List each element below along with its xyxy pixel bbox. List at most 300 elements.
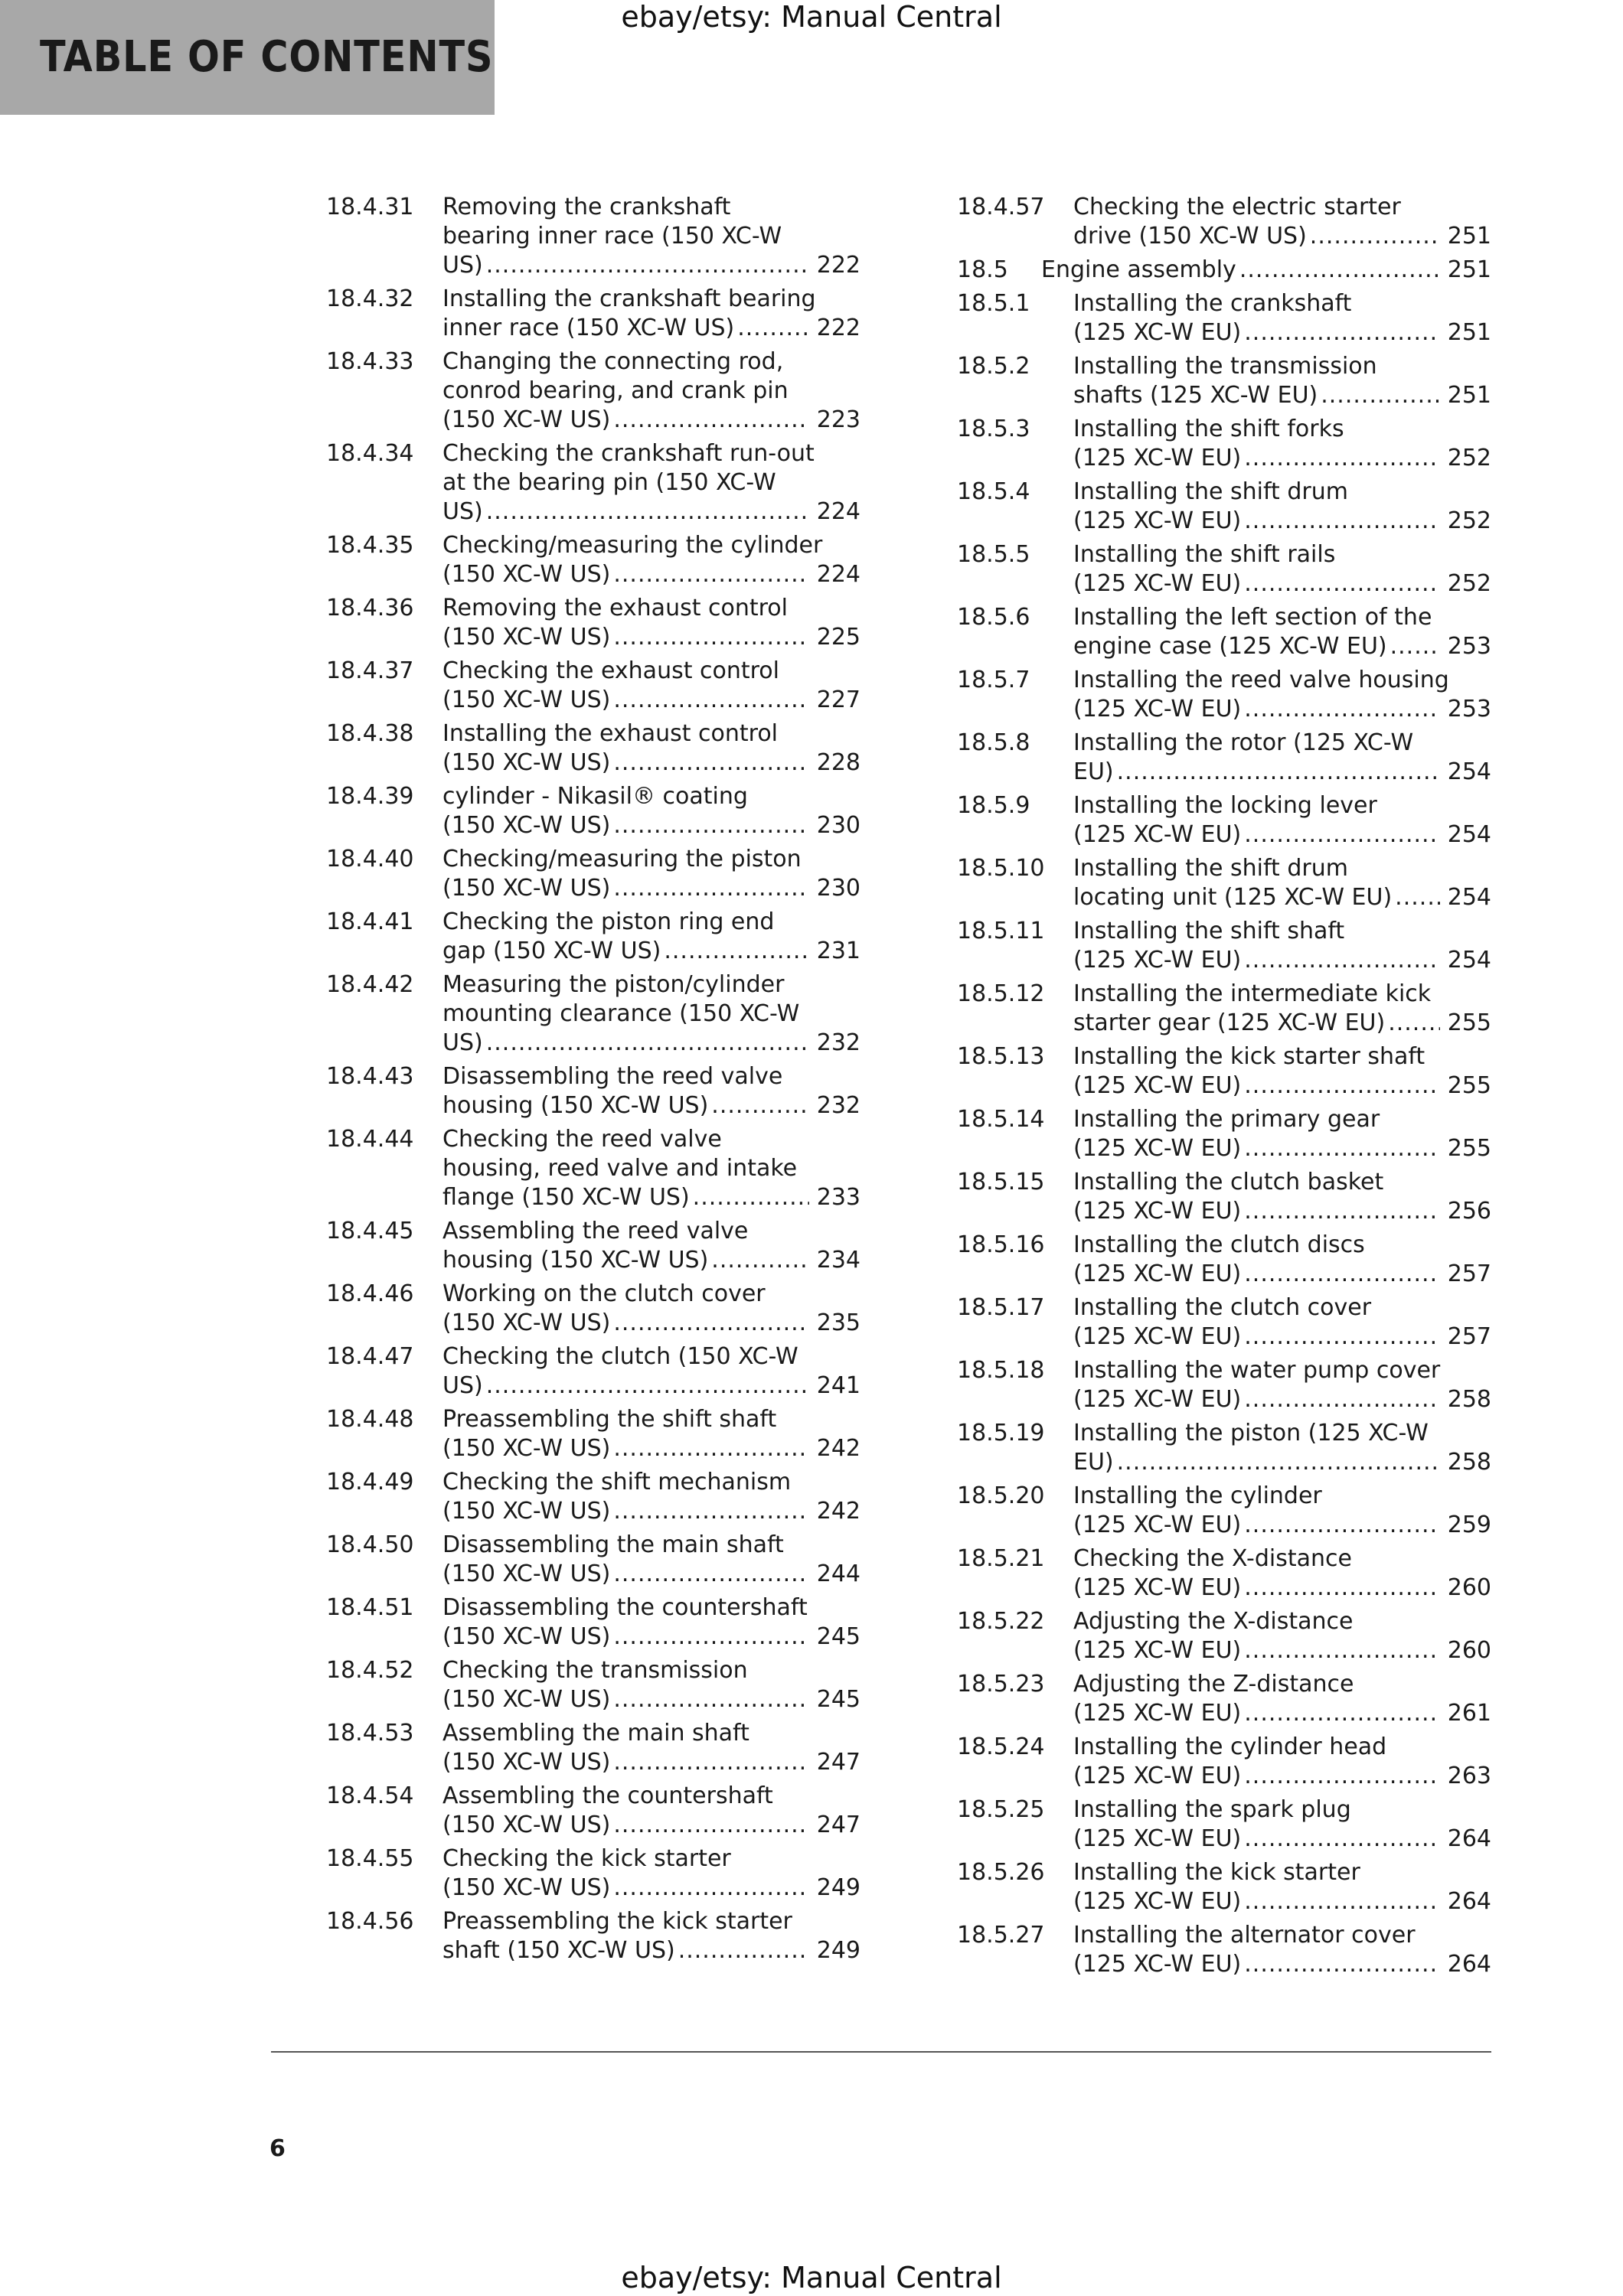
toc-entry-title-line: Installing the left section of the (1073, 604, 1432, 631)
toc-entry-title-line: (150 XC-W US) (442, 624, 611, 651)
toc-entry-page: 241 (816, 1372, 860, 1399)
toc-entry[interactable] (957, 1858, 1491, 1916)
toc-entry[interactable] (326, 1844, 860, 1903)
toc-entry-number: 18.4.47 (326, 1343, 414, 1370)
toc-entry[interactable] (957, 540, 1491, 598)
toc-entry-title-line: Checking the kick starter (442, 1845, 731, 1872)
toc-entry-title-line: inner race (150 XC-W US) (442, 315, 735, 341)
toc-entry-title-line: (125 XC-W EU) (1073, 1951, 1242, 1978)
toc-entry-number: 18.4.49 (326, 1469, 414, 1495)
toc-entry[interactable] (326, 1782, 860, 1840)
toc-entry-title-line: Installing the reed valve housing (1073, 667, 1449, 693)
toc-entry-title-line: Installing the shift drum (1073, 478, 1348, 505)
toc-entry-title-line: Installing the shift shaft (1073, 918, 1345, 944)
toc-entry-number: 18.5.17 (957, 1294, 1045, 1321)
toc-entry-title-line: conrod bearing, and crank pin (442, 377, 789, 404)
toc-entry-title-line: flange (150 XC-W US) (442, 1184, 690, 1211)
toc-entry-page: 257 (1447, 1261, 1491, 1287)
toc-entry-page: 254 (1447, 758, 1491, 785)
toc-entry-title-line: Checking/measuring the piston (442, 846, 802, 872)
dot-leader (1244, 695, 1439, 724)
toc-entry[interactable] (957, 791, 1491, 850)
dot-leader (486, 1029, 809, 1058)
dot-leader (1390, 632, 1440, 661)
toc-entry-title-line: Installing the kick starter (1073, 1859, 1360, 1886)
toc-entry-page: 247 (816, 1812, 860, 1838)
dot-leader (1244, 1699, 1439, 1728)
toc-entry-number: 18.5.11 (957, 918, 1045, 944)
toc-entry-page: 222 (816, 252, 860, 279)
dot-leader (1244, 1887, 1439, 1916)
dot-leader (1244, 1385, 1439, 1414)
toc-entry-title-line: Installing the clutch cover (1073, 1294, 1372, 1321)
toc-entry-title-line: Adjusting the X-distance (1073, 1608, 1354, 1635)
toc-entry-title-line: (150 XC-W US) (442, 812, 611, 839)
toc-entry-title-line: Installing the primary gear (1073, 1106, 1380, 1133)
toc-entry-number: 18.5.19 (957, 1420, 1045, 1446)
toc-entry-title-line: Disassembling the main shaft (442, 1531, 784, 1558)
toc-entry[interactable] (957, 1482, 1491, 1540)
toc-entry-title-line: (125 XC-W EU) (1073, 1574, 1242, 1601)
toc-entry[interactable] (326, 845, 860, 903)
toc-entry-title-line: mounting clearance (150 XC-W (442, 1000, 800, 1027)
toc-entry[interactable] (326, 1125, 860, 1212)
dot-leader (1117, 1448, 1440, 1477)
toc-entry-title-line: gap (150 XC-W US) (442, 938, 661, 964)
dot-leader (693, 1183, 809, 1212)
toc-entry-title-line: (125 XC-W EU) (1073, 445, 1242, 471)
dot-leader (1244, 507, 1439, 536)
toc-entry-number: 18.5.7 (957, 667, 1030, 693)
dot-leader (1244, 1825, 1439, 1854)
toc-entry-number: 18.5.21 (957, 1545, 1045, 1572)
toc-entry-title-line: (125 XC-W EU) (1073, 696, 1242, 722)
toc-entry-title-line: Changing the connecting rod, (442, 348, 784, 375)
dot-leader (1244, 1636, 1439, 1665)
toc-entry-number: 18.5.6 (957, 604, 1030, 631)
toc-entry-number: 18.4.39 (326, 783, 414, 810)
toc-entry-page: 249 (816, 1937, 860, 1964)
toc-entry-title-line: Checking the crankshaft run-out (442, 440, 815, 467)
dot-leader (613, 560, 808, 589)
toc-entry[interactable] (957, 1293, 1491, 1352)
toc-entry-page: 244 (816, 1561, 860, 1587)
toc-entry-page: 260 (1447, 1637, 1491, 1664)
toc-entry-title-line: cylinder - Nikasil® coating (442, 783, 748, 810)
dot-leader (613, 1811, 808, 1840)
toc-entry-title-line: Removing the exhaust control (442, 595, 788, 621)
toc-entry-title-line: (125 XC-W EU) (1073, 570, 1242, 597)
toc-entry[interactable] (326, 657, 860, 715)
toc-entry-page: 227 (816, 687, 860, 713)
toc-entry[interactable] (957, 256, 1491, 285)
toc-entry-number: 18.4.43 (326, 1063, 414, 1090)
toc-entry-number: 18.4.53 (326, 1720, 414, 1746)
dot-leader (1117, 758, 1440, 787)
toc-entry-page: 253 (1447, 696, 1491, 722)
toc-entry[interactable] (957, 729, 1491, 787)
toc-entry[interactable] (957, 1105, 1491, 1163)
toc-entry-page: 228 (816, 749, 860, 776)
toc-entry-page: 254 (1447, 821, 1491, 848)
toc-entry[interactable] (957, 980, 1491, 1038)
toc-entry-title-line: Measuring the piston/cylinder (442, 971, 785, 998)
toc-entry-page: 256 (1447, 1198, 1491, 1225)
toc-entry[interactable] (957, 917, 1491, 975)
toc-entry-title-line: (150 XC-W US) (442, 749, 611, 776)
toc-entry-title-line: Checking the reed valve (442, 1126, 722, 1153)
toc-entry-page: 222 (816, 315, 860, 341)
toc-entry[interactable] (326, 1656, 860, 1714)
toc-entry-page: 231 (816, 938, 860, 964)
toc-entry[interactable] (326, 1468, 860, 1526)
toc-entry-page: 261 (1447, 1700, 1491, 1727)
toc-entry-number: 18.4.48 (326, 1406, 414, 1433)
toc-entry-title-line: Disassembling the reed valve (442, 1063, 783, 1090)
toc-entry[interactable] (957, 1231, 1491, 1289)
toc-entry-number: 18.5.15 (957, 1169, 1045, 1195)
toc-entry-title-line: (150 XC-W US) (442, 875, 611, 902)
toc-entry-number: 18.5.3 (957, 416, 1030, 442)
toc-entry-title-line: Disassembling the countershaft (442, 1594, 808, 1621)
toc-entry[interactable] (957, 1544, 1491, 1603)
toc-entry-page: 225 (816, 624, 860, 651)
toc-entry-title-line: Installing the crankshaft (1073, 290, 1352, 317)
toc-entry-page: 249 (816, 1874, 860, 1901)
toc-entry-title-line: Installing the rotor (125 XC-W (1073, 729, 1414, 756)
toc-entry-number: 18.4.33 (326, 348, 414, 375)
toc-entry[interactable] (957, 1356, 1491, 1414)
toc-entry-number: 18.5.27 (957, 1922, 1045, 1949)
toc-entry[interactable] (326, 719, 860, 778)
toc-entry-title-line: US) (442, 252, 483, 279)
toc-entry-page: 252 (1447, 445, 1491, 471)
toc-entry-title-line: Checking the X-distance (1073, 1545, 1352, 1572)
dot-leader (1244, 1260, 1439, 1289)
dot-leader (613, 1685, 808, 1714)
toc-entry-number: 18.5.12 (957, 980, 1045, 1007)
toc-entry-title-line: (125 XC-W EU) (1073, 1512, 1242, 1538)
toc-entry[interactable] (957, 289, 1491, 347)
toc-entry-title-line: Adjusting the Z-distance (1073, 1671, 1354, 1698)
toc-entry[interactable] (326, 1405, 860, 1463)
toc-entry-number: 18.5.24 (957, 1733, 1045, 1760)
toc-entry-title-line: housing (150 XC-W US) (442, 1092, 709, 1119)
toc-entry-page: 235 (816, 1309, 860, 1336)
toc-entry[interactable] (326, 193, 860, 280)
footer-divider (271, 2051, 1491, 2053)
toc-entry-title-line: locating unit (125 XC-W EU) (1073, 884, 1393, 911)
toc-left-column (326, 193, 860, 1970)
toc-entry-title-line: (125 XC-W EU) (1073, 1135, 1242, 1162)
toc-entry-title-line: (150 XC-W US) (442, 1435, 611, 1462)
toc-entry-title-line: Checking the shift mechanism (442, 1469, 792, 1495)
toc-entry-page: 264 (1447, 1951, 1491, 1978)
toc-entry-page: 253 (1447, 633, 1491, 660)
toc-entry-number: 18.4.31 (326, 194, 414, 220)
toc-entry-title-line: US) (442, 498, 483, 525)
toc-entry-title-line: Installing the transmission (1073, 353, 1377, 380)
toc-entry[interactable] (326, 439, 860, 527)
toc-entry-title-line: (150 XC-W US) (442, 1749, 611, 1776)
toc-entry-page: 252 (1447, 507, 1491, 534)
toc-entry-number: 18.4.32 (326, 285, 414, 312)
toc-entry-number: 18.5.26 (957, 1859, 1045, 1886)
dot-leader (613, 811, 808, 840)
toc-entry-number: 18.5.2 (957, 353, 1030, 380)
toc-entry-page: 251 (1447, 223, 1491, 249)
toc-entry-page: 223 (816, 406, 860, 433)
dot-leader (1244, 318, 1439, 347)
toc-entry-title-line: Installing the piston (125 XC-W (1073, 1420, 1429, 1446)
toc-entry-number: 18.4.36 (326, 595, 414, 621)
toc-entry-title-line: (125 XC-W EU) (1073, 1825, 1242, 1852)
dot-leader (1244, 1071, 1439, 1101)
toc-entry-page: 257 (1447, 1323, 1491, 1350)
toc-entry-title-line: Assembling the countershaft (442, 1782, 773, 1809)
toc-entry-title-line: (125 XC-W EU) (1073, 821, 1242, 848)
section-title: TABLE OF CONTENTS (40, 32, 494, 82)
toc-entry[interactable] (957, 415, 1491, 473)
toc-entry-title-line: (150 XC-W US) (442, 1498, 611, 1525)
toc-entry[interactable] (957, 1795, 1491, 1854)
toc-entry-title-line: (125 XC-W EU) (1073, 1637, 1242, 1664)
toc-entry-page: 233 (816, 1184, 860, 1211)
dot-leader (1321, 381, 1440, 410)
toc-entry[interactable] (957, 1607, 1491, 1665)
toc-entry-page: 230 (816, 812, 860, 839)
dot-leader (1244, 1574, 1439, 1603)
toc-entry-number: 18.4.56 (326, 1908, 414, 1935)
toc-entry-number: 18.4.38 (326, 720, 414, 747)
toc-entry-number: 18.5.4 (957, 478, 1030, 505)
toc-entry-page: 254 (1447, 947, 1491, 974)
toc-entry-title-line: Engine assembly (1041, 256, 1236, 283)
toc-entry-title-line: Installing the shift rails (1073, 541, 1336, 568)
dot-leader (1244, 1762, 1439, 1791)
toc-entry-title-line: (125 XC-W EU) (1073, 1700, 1242, 1727)
toc-entry-number: 18.4.57 (957, 194, 1045, 220)
toc-entry-number: 18.4.54 (326, 1782, 414, 1809)
dot-leader (1244, 1134, 1439, 1163)
toc-entry-title-line: Installing the shift drum (1073, 855, 1348, 882)
toc-entry-number: 18.5 (957, 256, 1008, 283)
watermark-top: ebay/etsy: Manual Central (621, 0, 1002, 34)
toc-entry-page: 251 (1447, 382, 1491, 409)
toc-entry-number: 18.5.23 (957, 1671, 1045, 1698)
dot-leader (486, 1371, 809, 1401)
toc-entry-page: 242 (816, 1435, 860, 1462)
toc-entry-title-line: Preassembling the shift shaft (442, 1406, 777, 1433)
toc-entry[interactable] (326, 1719, 860, 1777)
dot-leader (1388, 1009, 1440, 1038)
toc-entry-title-line: US) (442, 1029, 483, 1056)
toc-entry-title-line: (125 XC-W EU) (1073, 947, 1242, 974)
dot-leader (613, 1309, 808, 1338)
toc-entry-title-line: (150 XC-W US) (442, 1623, 611, 1650)
dot-leader (1239, 256, 1440, 285)
dot-leader (1244, 946, 1439, 975)
toc-entry-number: 18.5.13 (957, 1043, 1045, 1070)
toc-entry-title-line: Installing the cylinder (1073, 1482, 1322, 1509)
toc-entry-page: 264 (1447, 1888, 1491, 1915)
toc-entry-title-line: (125 XC-W EU) (1073, 1072, 1242, 1099)
toc-entry-page: 230 (816, 875, 860, 902)
toc-entry[interactable] (326, 531, 860, 589)
toc-entry[interactable] (957, 1168, 1491, 1226)
dot-leader (737, 314, 809, 343)
toc-entry-number: 18.4.45 (326, 1218, 414, 1244)
dot-leader (1244, 1322, 1439, 1352)
toc-entry[interactable] (326, 594, 860, 652)
toc-entry-title-line: US) (442, 1372, 483, 1399)
toc-entry[interactable] (326, 1593, 860, 1652)
toc-entry-number: 18.4.40 (326, 846, 414, 872)
toc-entry[interactable] (957, 478, 1491, 536)
toc-entry-title-line: bearing inner race (150 XC-W (442, 223, 782, 249)
toc-entry-title-line: (150 XC-W US) (442, 1309, 611, 1336)
toc-entry-title-line: Installing the alternator cover (1073, 1922, 1416, 1949)
toc-entry-title-line: Checking/measuring the cylinder (442, 532, 823, 559)
toc-entry-number: 18.4.35 (326, 532, 414, 559)
toc-entry-title-line: Installing the kick starter shaft (1073, 1043, 1425, 1070)
toc-entry-page: 255 (1447, 1072, 1491, 1099)
toc-entry-title-line: EU) (1073, 758, 1114, 785)
toc-entry-title-line: (125 XC-W EU) (1073, 1386, 1242, 1413)
dot-leader (1244, 444, 1439, 473)
dot-leader (1310, 222, 1440, 251)
toc-entry-page: 255 (1447, 1135, 1491, 1162)
dot-leader (664, 937, 808, 966)
toc-entry-title-line: Checking the clutch (150 XC-W (442, 1343, 798, 1370)
toc-entry-number: 18.4.50 (326, 1531, 414, 1558)
toc-entry-page: 264 (1447, 1825, 1491, 1852)
toc-entry-title-line: Installing the spark plug (1073, 1796, 1351, 1823)
toc-entry-page: 232 (816, 1092, 860, 1119)
toc-entry-title-line: (125 XC-W EU) (1073, 319, 1242, 346)
toc-entry-title-line: Installing the cylinder head (1073, 1733, 1387, 1760)
toc-entry[interactable] (326, 285, 860, 343)
toc-entry-title-line: (125 XC-W EU) (1073, 1763, 1242, 1789)
toc-entry-title-line: housing, reed valve and intake (442, 1155, 798, 1182)
toc-entry-title-line: Installing the intermediate kick (1073, 980, 1432, 1007)
toc-entry[interactable] (957, 666, 1491, 724)
toc-entry-page: 263 (1447, 1763, 1491, 1789)
dot-leader (486, 497, 809, 527)
toc-entry[interactable] (326, 908, 860, 966)
toc-entry[interactable] (326, 782, 860, 840)
toc-entry-title-line: (125 XC-W EU) (1073, 1888, 1242, 1915)
toc-entry-title-line: Installing the exhaust control (442, 720, 779, 747)
toc-entry-page: 260 (1447, 1574, 1491, 1601)
toc-entry-title-line: Checking the piston ring end (442, 908, 775, 935)
toc-entry-title-line: Assembling the reed valve (442, 1218, 749, 1244)
toc-entry[interactable] (957, 352, 1491, 410)
toc-entry-title-line: drive (150 XC-W US) (1073, 223, 1307, 249)
toc-entry-title-line: (150 XC-W US) (442, 687, 611, 713)
toc-entry-number: 18.5.16 (957, 1231, 1045, 1258)
toc-entry-number: 18.4.51 (326, 1594, 414, 1621)
toc-entry-title-line: Checking the transmission (442, 1657, 748, 1684)
toc-entry[interactable] (326, 1907, 860, 1965)
toc-entry-title-line: shaft (150 XC-W US) (442, 1937, 675, 1964)
dot-leader (613, 1874, 808, 1903)
toc-entry-number: 18.4.52 (326, 1657, 414, 1684)
toc-entry-page: 242 (816, 1498, 860, 1525)
dot-leader (711, 1246, 808, 1275)
toc-entry-title-line: Installing the crankshaft bearing (442, 285, 816, 312)
toc-entry[interactable] (957, 854, 1491, 912)
toc-entry[interactable] (957, 1670, 1491, 1728)
toc-entry[interactable] (957, 1419, 1491, 1477)
toc-entry-title-line: Assembling the main shaft (442, 1720, 749, 1746)
toc-entry[interactable] (957, 603, 1491, 661)
toc-entry-page: 252 (1447, 570, 1491, 597)
toc-entry-page: 259 (1447, 1512, 1491, 1538)
toc-entry-title-line: Installing the water pump cover (1073, 1357, 1441, 1384)
toc-entry[interactable] (326, 970, 860, 1058)
toc-entry-number: 18.5.8 (957, 729, 1030, 756)
toc-entry-number: 18.5.5 (957, 541, 1030, 568)
toc-entry[interactable] (326, 1280, 860, 1338)
toc-entry-number: 18.4.46 (326, 1280, 414, 1307)
toc-entry-title-line: (150 XC-W US) (442, 561, 611, 588)
toc-entry[interactable] (326, 1217, 860, 1275)
dot-leader (613, 1497, 808, 1526)
toc-entry-title-line: Installing the shift forks (1073, 416, 1344, 442)
toc-entry-number: 18.4.37 (326, 657, 414, 684)
toc-entry-title-line: Installing the clutch basket (1073, 1169, 1384, 1195)
dot-leader (1395, 883, 1440, 912)
toc-entry[interactable] (326, 347, 860, 435)
toc-entry-title-line: at the bearing pin (150 XC-W (442, 469, 776, 496)
dot-leader (613, 1560, 808, 1589)
toc-entry[interactable] (957, 1921, 1491, 1979)
toc-right-column (957, 193, 1491, 1984)
toc-entry-number: 18.4.42 (326, 971, 414, 998)
toc-entry-title-line: housing (150 XC-W US) (442, 1247, 709, 1274)
dot-leader (613, 1434, 808, 1463)
toc-entry[interactable] (957, 193, 1491, 251)
toc-entry-title-line: Preassembling the kick starter (442, 1908, 792, 1935)
dot-leader (613, 748, 808, 778)
toc-entry-title-line: Checking the exhaust control (442, 657, 779, 684)
toc-entry-title-line: Installing the locking lever (1073, 792, 1377, 819)
dot-leader (1244, 569, 1439, 598)
toc-entry[interactable] (326, 1062, 860, 1120)
toc-entry[interactable] (326, 1531, 860, 1589)
toc-entry[interactable] (957, 1733, 1491, 1791)
toc-entry[interactable] (326, 1342, 860, 1401)
toc-entry-title-line: (125 XC-W EU) (1073, 1198, 1242, 1225)
dot-leader (613, 1748, 808, 1777)
toc-entry-number: 18.4.44 (326, 1126, 414, 1153)
toc-entry-page: 245 (816, 1686, 860, 1713)
toc-entry-title-line: Working on the clutch cover (442, 1280, 766, 1307)
dot-leader (613, 1623, 808, 1652)
toc-entry-title-line: (125 XC-W EU) (1073, 1261, 1242, 1287)
dot-leader (678, 1936, 809, 1965)
dot-leader (1244, 820, 1439, 850)
toc-entry-number: 18.5.10 (957, 855, 1045, 882)
toc-entry-page: 247 (816, 1749, 860, 1776)
toc-entry[interactable] (957, 1042, 1491, 1101)
toc-entry-page: 224 (816, 498, 860, 525)
toc-entry-title-line: (150 XC-W US) (442, 1561, 611, 1587)
toc-entry-number: 18.5.1 (957, 290, 1030, 317)
toc-entry-number: 18.4.55 (326, 1845, 414, 1872)
dot-leader (613, 686, 808, 715)
